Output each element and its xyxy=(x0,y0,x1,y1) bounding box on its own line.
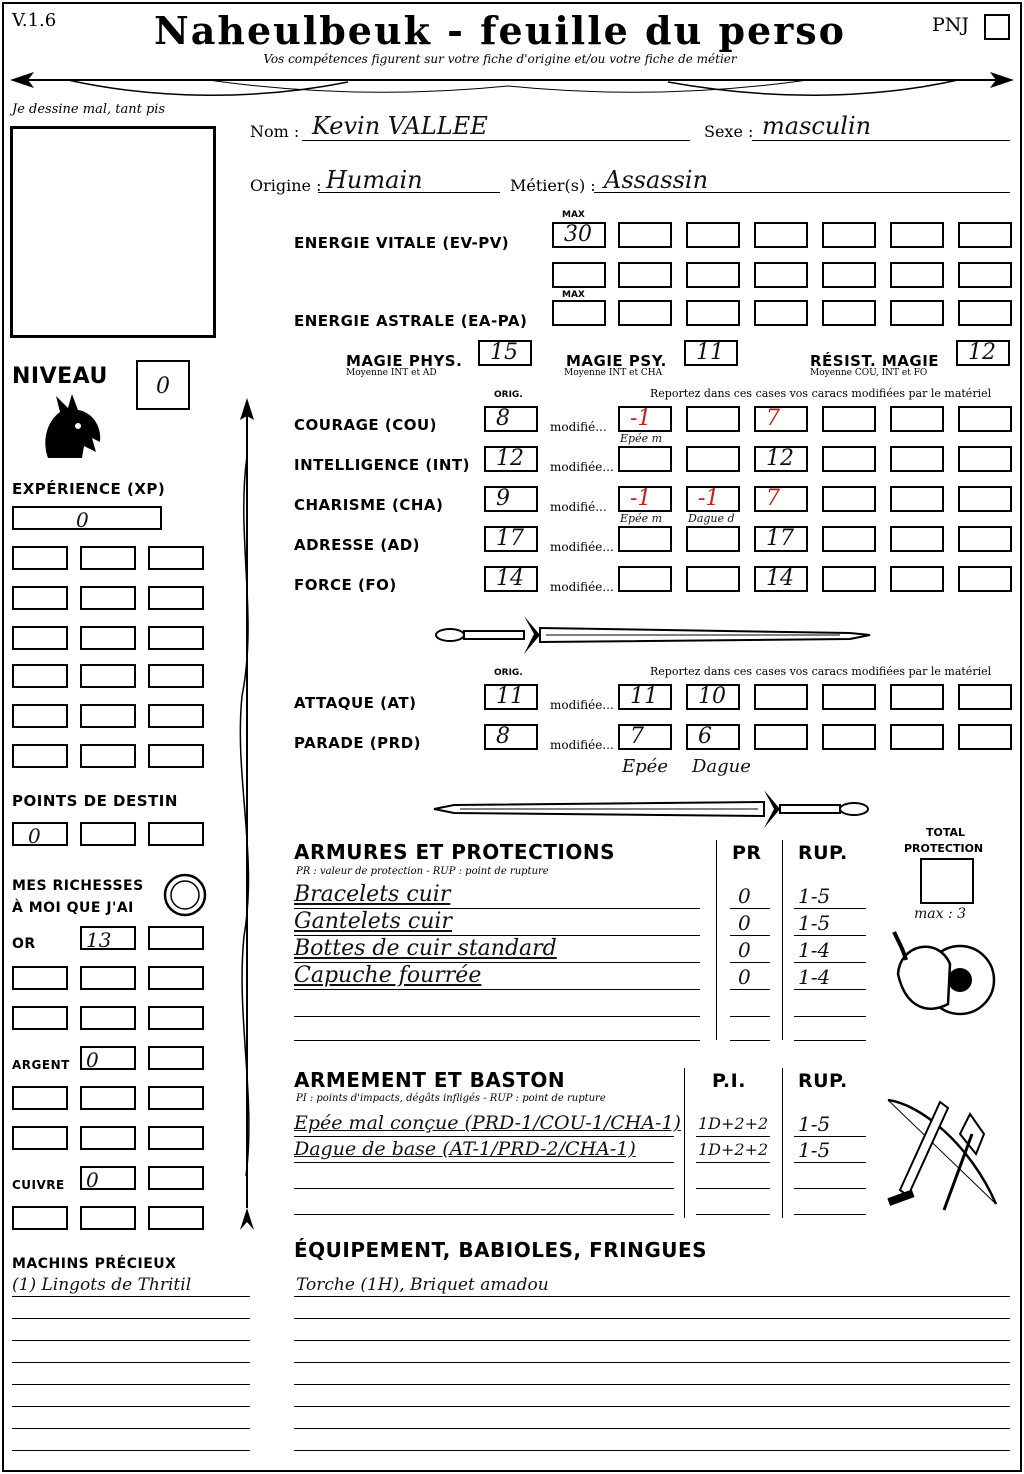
carac-mod-box[interactable] xyxy=(822,526,876,552)
destin-box-2[interactable] xyxy=(80,822,136,846)
xp-box[interactable] xyxy=(80,744,136,768)
xp-box[interactable] xyxy=(80,546,136,570)
carac-mod-box[interactable] xyxy=(958,486,1012,512)
richesses-label-1: MES RICHESSES xyxy=(12,878,144,894)
arme-rup[interactable]: 1-5 xyxy=(798,1138,831,1162)
sexe-value[interactable]: masculin xyxy=(762,112,872,140)
armure-rup[interactable]: 1-4 xyxy=(798,938,831,962)
money-box[interactable] xyxy=(12,1006,68,1030)
at-orig-box[interactable]: 11 xyxy=(484,684,538,710)
xp-box[interactable]: 0 xyxy=(12,506,162,530)
or-box-2[interactable] xyxy=(148,926,204,950)
prd-mod-box[interactable] xyxy=(958,724,1012,750)
carac-mod-box[interactable]: -1 xyxy=(686,486,740,512)
carac-mod-box[interactable] xyxy=(822,566,876,592)
ea-box[interactable] xyxy=(552,300,606,326)
carac-mod-label: modifiée... xyxy=(550,540,614,554)
carac-mod-box[interactable] xyxy=(958,526,1012,552)
armure-rup[interactable]: 1-4 xyxy=(798,965,831,989)
precieux-line xyxy=(12,1406,250,1407)
carac-mod-box[interactable] xyxy=(618,566,672,592)
money-box[interactable] xyxy=(80,966,136,990)
prd-mod-box[interactable] xyxy=(754,724,808,750)
xp-box[interactable] xyxy=(80,586,136,610)
total-protection-box[interactable] xyxy=(920,858,974,904)
armement-sub: PI : points d'impacts, dégâts infligés - RUP : point de rupture xyxy=(296,1093,606,1104)
armures-sub: PR : valeur de protection - RUP : point de rupture xyxy=(296,866,549,877)
nom-label: Nom : xyxy=(250,122,300,141)
carac-mod-box[interactable] xyxy=(686,566,740,592)
xp-box[interactable] xyxy=(148,546,204,570)
carac-mod-note: Dague d xyxy=(688,512,735,525)
precieux-label: MACHINS PRÉCIEUX xyxy=(12,1256,177,1272)
caracs-orig-label: ORIG. xyxy=(494,390,523,400)
origine-label: Origine : xyxy=(250,176,322,195)
cuivre-box[interactable]: 0 xyxy=(80,1166,136,1190)
armure-name[interactable]: Bracelets cuir xyxy=(294,882,451,907)
carac-mod-label: modifiée... xyxy=(550,460,614,474)
metier-label: Métier(s) : xyxy=(510,176,596,195)
arme-name[interactable]: Epée mal conçue (PRD-1/COU-1/CHA-1) xyxy=(294,1112,681,1134)
precieux-line xyxy=(12,1450,250,1451)
money-box[interactable] xyxy=(12,1086,68,1110)
xp-box[interactable] xyxy=(148,586,204,610)
magie-phys-box[interactable]: 15 xyxy=(478,340,532,366)
magie-psy-box[interactable]: 11 xyxy=(684,340,738,366)
caracs-note: Reportez dans ces cases vos caracs modifiées par le matériel xyxy=(650,387,992,400)
carac-mod-box[interactable] xyxy=(618,526,672,552)
version-label: V.1.6 xyxy=(12,10,57,31)
sword-illustration-2 xyxy=(430,786,874,832)
carac-orig-box[interactable]: 8 xyxy=(484,406,538,432)
ev-box[interactable] xyxy=(822,222,876,248)
xp-box[interactable] xyxy=(80,664,136,688)
money-box[interactable] xyxy=(80,1086,136,1110)
money-box[interactable] xyxy=(80,1206,136,1230)
origine-value[interactable]: Humain xyxy=(326,166,423,194)
at-mod-box[interactable] xyxy=(958,684,1012,710)
resist-magie-box[interactable]: 12 xyxy=(956,340,1010,366)
carac-mod-box[interactable] xyxy=(822,406,876,432)
armures-pr-header: PR xyxy=(732,842,762,864)
carac-label: CHARISME (CHA) xyxy=(294,496,444,514)
metier-value[interactable]: Assassin xyxy=(604,166,709,194)
pnj-checkbox[interactable] xyxy=(984,14,1010,40)
equipement-title: ÉQUIPEMENT, BABIOLES, FRINGUES xyxy=(294,1238,708,1262)
xp-box[interactable] xyxy=(148,664,204,688)
total-protection-label-2: PROTECTION xyxy=(904,842,984,855)
carac-mod-box[interactable] xyxy=(686,406,740,432)
prd-mod-label: modifiée... xyxy=(550,738,614,752)
ev-box[interactable] xyxy=(754,262,808,288)
money-box[interactable] xyxy=(80,1126,136,1150)
xp-box[interactable] xyxy=(12,626,68,650)
magie-phys-sub: Moyenne INT et AD xyxy=(346,368,437,378)
ev-box[interactable] xyxy=(958,262,1012,288)
carac-mod-box[interactable]: 14 xyxy=(754,566,808,592)
carac-mod-note: Epée m xyxy=(620,512,663,525)
armure-pr[interactable]: 0 xyxy=(738,911,751,935)
weapon-1-label: Epée xyxy=(622,756,668,777)
armure-pr[interactable]: 0 xyxy=(738,965,751,989)
ev-box[interactable] xyxy=(958,222,1012,248)
armure-pr[interactable]: 0 xyxy=(738,884,751,908)
ea-max-label: MAX xyxy=(562,290,585,300)
at-mod-box[interactable] xyxy=(822,684,876,710)
combat-orig-label: ORIG. xyxy=(494,668,523,678)
at-mod-box[interactable] xyxy=(754,684,808,710)
carac-mod-label: modifié... xyxy=(550,420,607,434)
carac-mod-box[interactable] xyxy=(890,526,944,552)
carac-mod-box[interactable]: -1 xyxy=(618,406,672,432)
armures-title: ARMURES ET PROTECTIONS xyxy=(294,840,615,864)
ev-box[interactable] xyxy=(618,262,672,288)
xp-box[interactable] xyxy=(12,704,68,728)
ea-box[interactable] xyxy=(958,300,1012,326)
portrait-box[interactable] xyxy=(10,126,216,338)
weapons-icon xyxy=(880,1094,1006,1218)
spear-illustration xyxy=(232,396,262,1232)
niveau-box[interactable]: 0 xyxy=(136,360,190,410)
carac-mod-box[interactable] xyxy=(618,446,672,472)
xp-box[interactable] xyxy=(148,626,204,650)
argent-box[interactable]: 0 xyxy=(80,1046,136,1070)
armement-pi-header: P.I. xyxy=(712,1070,746,1092)
xp-box[interactable] xyxy=(12,586,68,610)
armure-name[interactable]: Bottes de cuir standard xyxy=(294,936,557,961)
ev-box[interactable] xyxy=(890,222,944,248)
money-box[interactable] xyxy=(12,1126,68,1150)
helmet-shield-icon xyxy=(890,924,1000,1034)
xp-box[interactable] xyxy=(12,744,68,768)
money-box[interactable] xyxy=(12,1206,68,1230)
carac-mod-box[interactable] xyxy=(958,446,1012,472)
page-title: Naheulbeuk - feuille du perso xyxy=(154,8,846,53)
xp-box[interactable] xyxy=(148,704,204,728)
carac-mod-box[interactable] xyxy=(890,406,944,432)
carac-orig-box[interactable]: 17 xyxy=(484,526,538,552)
equipement-item[interactable]: Torche (1H), Briquet amadou xyxy=(296,1275,549,1295)
ev-box[interactable] xyxy=(618,222,672,248)
resist-magie-sub: Moyenne COU, INT et FO xyxy=(810,368,928,378)
money-box[interactable] xyxy=(80,1006,136,1030)
ev-label: ENERGIE VITALE (EV-PV) xyxy=(294,234,510,252)
precieux-line xyxy=(12,1428,250,1429)
armement-title: ARMEMENT ET BASTON xyxy=(294,1068,566,1092)
at-mod-box[interactable] xyxy=(890,684,944,710)
arme-pi[interactable]: 1D+2+2 xyxy=(698,1140,769,1159)
armement-rup-header: RUP. xyxy=(798,1070,848,1092)
destin-label: POINTS DE DESTIN xyxy=(12,792,178,810)
or-label: OR xyxy=(12,936,36,952)
xp-box[interactable] xyxy=(12,546,68,570)
at-mod-box[interactable]: 10 xyxy=(686,684,740,710)
portrait-label: Je dessine mal, tant pis xyxy=(12,102,166,117)
resist-magie-label: RÉSIST. MAGIE xyxy=(810,352,940,370)
total-protection-label-1: TOTAL xyxy=(926,826,966,839)
magie-phys-label: MAGIE PHYS. xyxy=(346,352,463,370)
armure-name[interactable]: Capuche fourrée xyxy=(294,963,482,988)
precieux-line xyxy=(12,1318,250,1319)
prd-mod-box[interactable]: 7 xyxy=(618,724,672,750)
ev-max-box[interactable]: 30 xyxy=(552,222,606,248)
armure-name[interactable]: Gantelets cuir xyxy=(294,909,452,934)
money-box[interactable] xyxy=(148,1206,204,1230)
ea-box[interactable] xyxy=(890,300,944,326)
prd-mod-box[interactable] xyxy=(822,724,876,750)
carac-label: INTELLIGENCE (INT) xyxy=(294,456,470,474)
arme-pi[interactable]: 1D+2+2 xyxy=(698,1114,769,1133)
ea-box[interactable] xyxy=(618,300,672,326)
ev-box[interactable] xyxy=(686,222,740,248)
prd-label: PARADE (PRD) xyxy=(294,734,422,752)
prd-orig-box[interactable]: 8 xyxy=(484,724,538,750)
carac-label: ADRESSE (AD) xyxy=(294,536,421,554)
ea-box[interactable] xyxy=(686,300,740,326)
carac-label: COURAGE (COU) xyxy=(294,416,438,434)
carac-mod-box[interactable]: 7 xyxy=(754,486,808,512)
sword-illustration-1 xyxy=(430,612,874,658)
carac-mod-box[interactable]: -1 xyxy=(618,486,672,512)
ev-box[interactable] xyxy=(552,262,606,288)
ev-box[interactable] xyxy=(890,262,944,288)
carac-mod-box[interactable]: 17 xyxy=(754,526,808,552)
xp-label: EXPÉRIENCE (XP) xyxy=(12,480,166,498)
carac-mod-box[interactable] xyxy=(958,566,1012,592)
at-label: ATTAQUE (AT) xyxy=(294,694,417,712)
ea-label: ENERGIE ASTRALE (EA-PA) xyxy=(294,312,528,330)
nom-value[interactable]: Kevin VALLEE xyxy=(312,112,488,140)
header-spear-divider xyxy=(8,66,1016,100)
carac-mod-box[interactable]: 12 xyxy=(754,446,808,472)
or-box[interactable]: 13 xyxy=(80,926,136,950)
niveau-label: NIVEAU xyxy=(12,364,108,389)
weapon-2-label: Dague xyxy=(692,756,751,777)
carac-mod-label: modifiée... xyxy=(550,580,614,594)
sexe-label: Sexe : xyxy=(704,122,754,141)
coin-icon xyxy=(162,872,208,918)
argent-box-2[interactable] xyxy=(148,1046,204,1070)
carac-mod-box[interactable] xyxy=(890,446,944,472)
magie-psy-label: MAGIE PSY. xyxy=(566,352,667,370)
money-box[interactable] xyxy=(148,966,204,990)
money-box[interactable] xyxy=(148,1006,204,1030)
page-subtitle: Vos compétences figurent sur votre fiche d'origine et/ou votre fiche de métier xyxy=(263,52,737,66)
carac-mod-box[interactable]: 7 xyxy=(754,406,808,432)
ev-box[interactable] xyxy=(754,222,808,248)
dragon-icon xyxy=(38,392,106,462)
at-mod-label: modifiée... xyxy=(550,698,614,712)
precieux-line xyxy=(12,1384,250,1385)
combat-note: Reportez dans ces cases vos caracs modifiées par le matériel xyxy=(650,665,992,678)
money-box[interactable] xyxy=(148,1086,204,1110)
max-protection-label: max : 3 xyxy=(914,906,967,922)
at-mod-box[interactable]: 11 xyxy=(618,684,672,710)
ea-box[interactable] xyxy=(754,300,808,326)
prd-mod-box[interactable]: 6 xyxy=(686,724,740,750)
carac-orig-box[interactable]: 14 xyxy=(484,566,538,592)
armures-rup-header: RUP. xyxy=(798,842,848,864)
carac-mod-note: Epée m xyxy=(620,432,663,445)
xp-box[interactable] xyxy=(12,664,68,688)
ea-box[interactable] xyxy=(822,300,876,326)
armure-rup[interactable]: 1-5 xyxy=(798,911,831,935)
xp-box[interactable] xyxy=(148,744,204,768)
carac-mod-box[interactable] xyxy=(890,486,944,512)
carac-label: FORCE (FO) xyxy=(294,576,397,594)
precieux-line xyxy=(12,1296,250,1297)
carac-mod-label: modifié... xyxy=(550,500,607,514)
carac-orig-box[interactable]: 9 xyxy=(484,486,538,512)
carac-mod-box[interactable] xyxy=(686,446,740,472)
carac-mod-box[interactable] xyxy=(890,566,944,592)
arme-rup[interactable]: 1-5 xyxy=(798,1112,831,1136)
prd-mod-box[interactable] xyxy=(890,724,944,750)
ev-box[interactable] xyxy=(686,262,740,288)
carac-mod-box[interactable] xyxy=(686,526,740,552)
precieux-line xyxy=(12,1362,250,1363)
carac-mod-box[interactable] xyxy=(822,486,876,512)
precieux-line xyxy=(12,1340,250,1341)
money-box[interactable] xyxy=(148,1126,204,1150)
ev-box[interactable] xyxy=(822,262,876,288)
ev-max-label: MAX xyxy=(562,210,585,220)
cuivre-label: CUIVRE xyxy=(12,1178,65,1192)
cuivre-box-2[interactable] xyxy=(148,1166,204,1190)
money-box[interactable] xyxy=(12,966,68,990)
pnj-label: PNJ xyxy=(932,14,970,36)
carac-mod-box[interactable] xyxy=(958,406,1012,432)
destin-box-1[interactable]: 0 xyxy=(12,822,68,846)
carac-mod-box[interactable] xyxy=(822,446,876,472)
armure-pr[interactable]: 0 xyxy=(738,938,751,962)
armure-rup[interactable]: 1-5 xyxy=(798,884,831,908)
magie-psy-sub: Moyenne INT et CHA xyxy=(564,368,663,378)
xp-box[interactable] xyxy=(80,704,136,728)
arme-name[interactable]: Dague de base (AT-1/PRD-2/CHA-1) xyxy=(294,1138,636,1160)
destin-box-3[interactable] xyxy=(148,822,204,846)
carac-orig-box[interactable]: 12 xyxy=(484,446,538,472)
precieux-item[interactable]: (1) Lingots de Thritil xyxy=(12,1275,192,1295)
xp-box[interactable] xyxy=(80,626,136,650)
richesses-label-2: À MOI QUE J'AI xyxy=(12,900,134,916)
argent-label: ARGENT xyxy=(12,1058,70,1072)
